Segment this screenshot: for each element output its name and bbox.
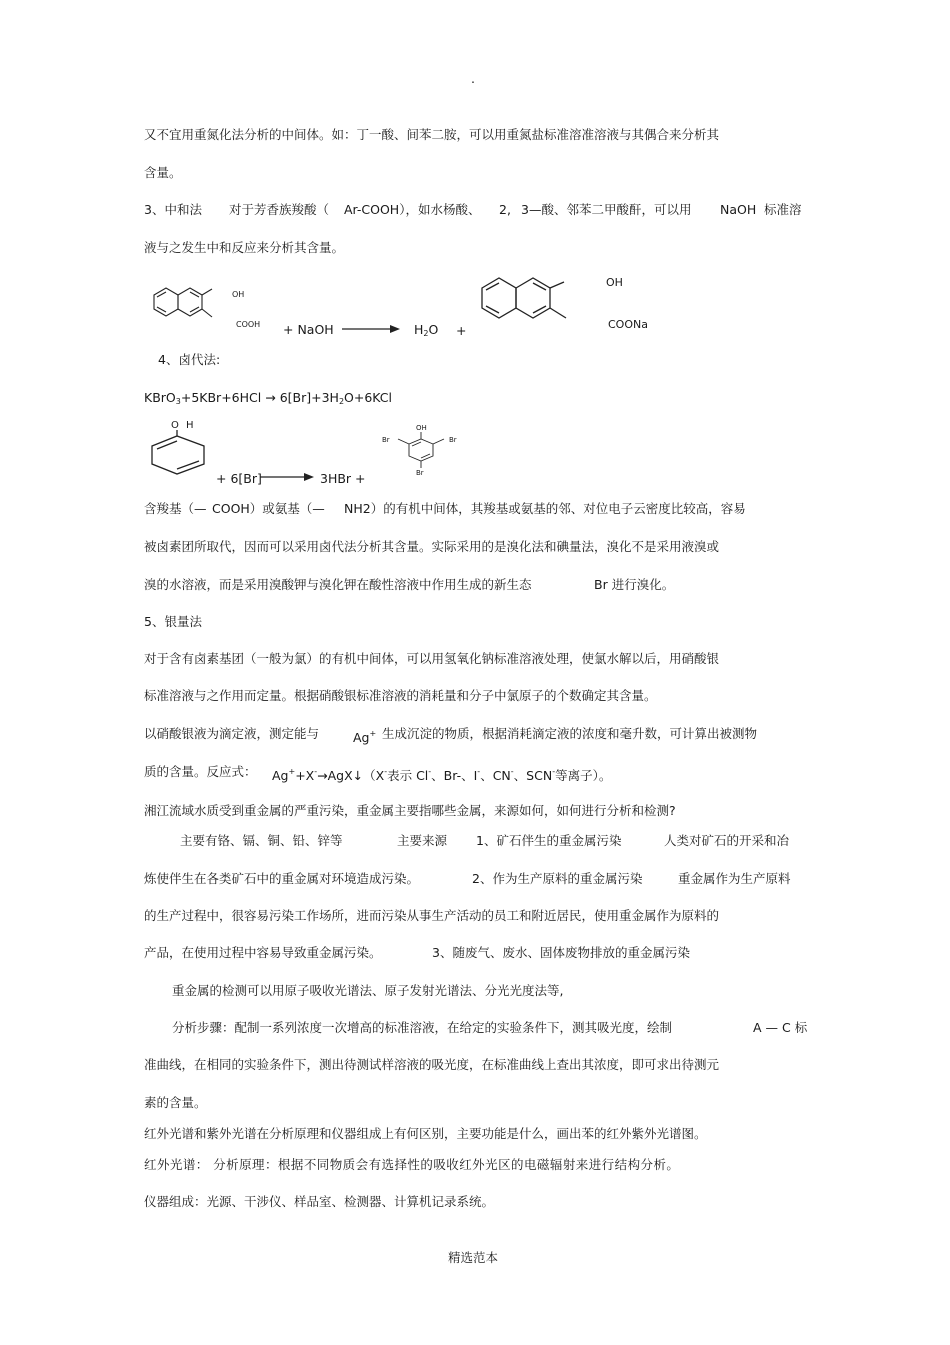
qa1-l2a: 炼使伴生在各类矿石中的重金属对环境造成污染。 [144,871,420,886]
sec3-text-g: 标准溶 [764,202,802,217]
br-left-label: Br [382,436,390,444]
qa2-instruments: 仪器组成：光源、干涉仪、样品室、检测器、计算机记录系统。 [144,1194,495,1209]
br-bottom-label: Br [416,469,424,477]
qa1-l6a: 分析步骤：配制一系列浓度一次增高的标准溶液，在给定的实验条件下，测其吸光度，绘制 [172,1020,673,1035]
para4-line3b: Br 进行溴化。 [594,577,675,592]
phenol-structure [146,430,212,476]
silver-reaction-formula: Ag++X-→AgX↓（X-表示 Cl-、Br-、I-、CN-、SCN-等离子）。 [272,767,612,783]
para5-line3a: 以硝酸银液为滴定液，测定能与 [144,726,320,741]
qa1-l1d: 人类对矿石的开采和冶 [664,833,790,848]
para4-text-a: 含羧基（— [144,501,207,516]
plus-naoh: + NaOH [283,322,334,337]
oh-label-right: OH [606,276,623,289]
oh-label-left: OH [232,290,245,299]
para4-line2: 被卤素团所取代，因而可以采用卤代法分析其含量。实际采用的是溴化法和碘量法，溴化不是采用液溴或 [144,539,720,554]
qa2-ir-principle: 红外光谱： 分析原理：根据不同物质会有选择性的吸收红外光区的电磁辐射来进行结构分析。 [144,1157,680,1172]
br-right-label: Br [449,436,457,444]
sec4-title: 4、卤代法: [158,352,221,367]
qa1-l8: 素的含量。 [144,1095,207,1110]
qa2-question: 红外光谱和紫外光谱在分析原理和仪器组成上有何区别，主要功能是什么，画出苯的红外紫外光谱图。 [144,1126,707,1141]
qa1-l2b: 2、作为生产原料的重金属污染 [472,871,643,886]
sec3-text-c: Ar-COOH），如水杨酸、 [344,202,481,217]
qa1-l1a: 主要有铬、镉、铜、铅、锌等 [180,833,343,848]
para1-line2: 含量。 [144,165,182,180]
qa1-l3: 的生产过程中，很容易污染工作场所，进而污染从事生产活动的员工和附近居民，使用重金属作为原料的 [144,908,720,923]
para5-line1: 对于含有卤素基团（一般为氯）的有机中间体，可以用氢氧化钠标准溶液处理，使氯水解以后，用硝酸银 [144,651,720,666]
para5-ag-ion: Ag+ [353,729,377,745]
tribromophenol-oh: OH [416,424,427,432]
sec3-text-e: 3—酸、邻苯二甲酸酐，可以用 [521,202,692,217]
para4-text-c: NH2）的有机中间体，其羧基或氨基的邻、对位电子云密度比较高，容易 [344,501,746,516]
qa1-question: 湘江流域水质受到重金属的严重污染，重金属主要指哪些金属，来源如何，如何进行分析和检测? [144,803,676,818]
footer-text: 精选范本 [448,1250,499,1265]
hbr-product: 3HBr + [320,471,366,486]
sec3-title: 3、中和法 [144,202,202,217]
sec3-text-b: 对于芳香族羧酸（ [229,202,330,217]
qa1-l1b: 主要来源 [397,833,448,848]
sec3-text-d: 2, [499,202,511,217]
plus-sign-1: + [456,323,467,338]
reaction-arrow-2 [258,470,316,484]
qa1-l6b: A — C 标 [753,1020,808,1035]
coona-label-right: COONa [608,318,648,331]
kbro3-equation: KBrO$_3$+5KBr+6HCl → $6[Br]+3H_2O+6KCl$ [144,390,393,406]
sec3-line2: 液与之发生中和反应来分析其含量。 [144,240,345,255]
para5-line4a: 质的含量。反应式： [144,764,257,779]
para4-line3a: 溴的水溶液，而是采用溴酸钾与溴化钾在酸性溶液中作用生成的新生态 [144,577,532,592]
para5-line3c: 生成沉淀的物质，根据消耗滴定液的浓度和毫升数，可计算出被测物 [382,726,758,741]
water-product: $H_2O$ [414,322,439,338]
qa1-l4b: 3、随废气、废水、固体废物排放的重金属污染 [432,945,690,960]
qa1-l4a: 产品，在使用过程中容易导致重金属污染。 [144,945,382,960]
sec3-naoh: NaOH [720,202,757,217]
para5-line2: 标准溶液与之作用而定量。根据硝酸银标准溶液的消耗量和分子中氯原子的个数确定其含量。 [144,688,657,703]
phenol-h-label: H [186,420,194,431]
reaction-arrow-1 [340,322,402,336]
qa1-l1c: 1、矿石伴生的重金属污染 [476,833,622,848]
qa1-l7: 准曲线，在相同的实验条件下，测出待测试样溶液的吸光度，在标准曲线上查出其浓度，即可求出待测元 [144,1057,720,1072]
qa1-l2c: 重金属作为生产原料 [678,871,791,886]
qa1-l5: 重金属的检测可以用原子吸收光谱法、原子发射光谱法、分光光度法等, [172,983,564,998]
plus-6br: + 6[Br] [216,471,262,486]
para1-line1: 又不宜用重氮化法分析的中间体。如：丁一酸、间苯二胺，可以用重氮盐标准溶准溶液与其偶合来分析其 [144,127,720,142]
header-dot: . [471,71,475,86]
sodium-naphthoate-structure [474,272,614,332]
sec5-title: 5、银量法 [144,614,202,629]
cooh-label-left: COOH [236,320,261,329]
para4-text-b: COOH）或氨基（— [212,501,325,516]
phenol-o-label: O [171,420,179,431]
naphthoic-acid-structure [140,284,240,334]
